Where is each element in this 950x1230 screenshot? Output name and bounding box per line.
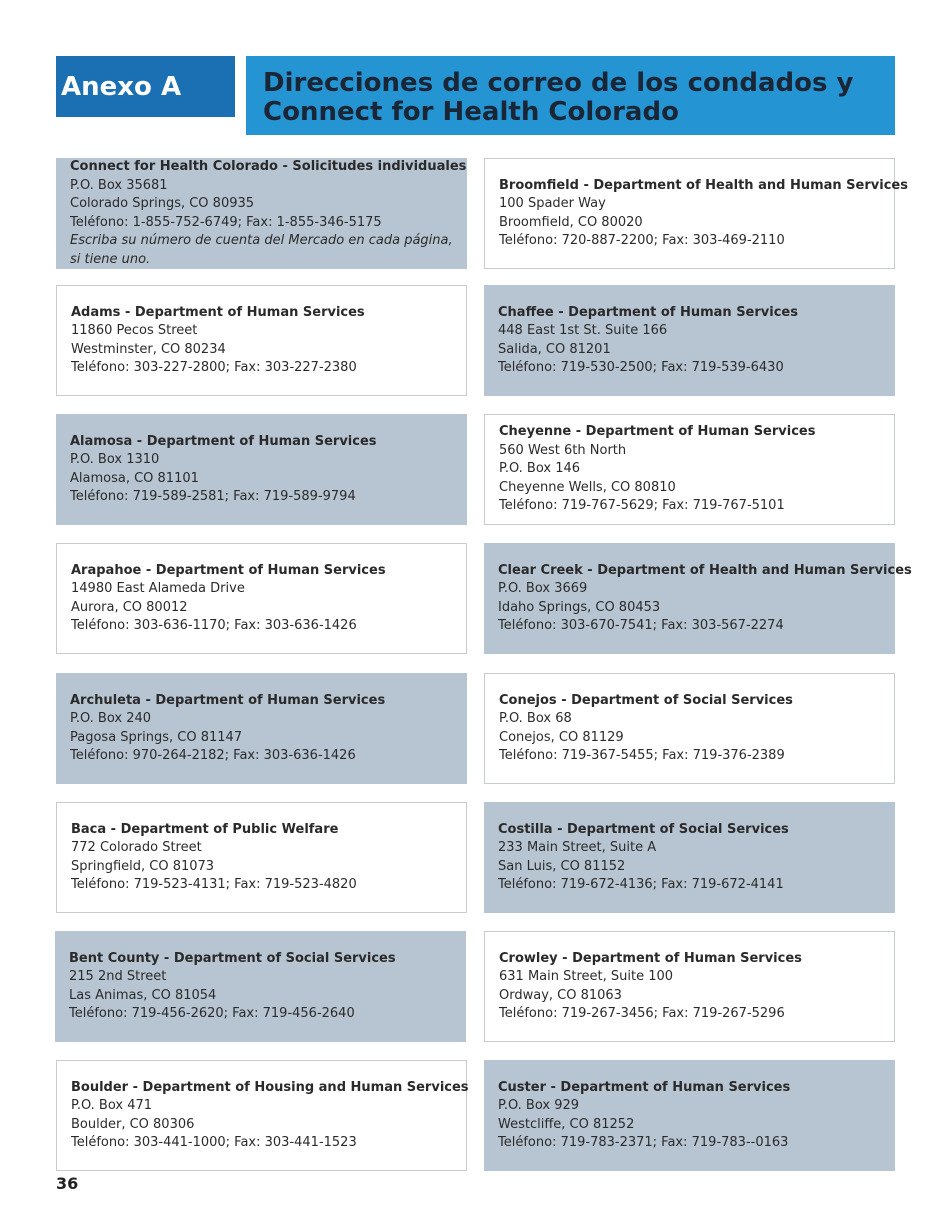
- agency-name: Conejos - Department of Social Services: [499, 692, 793, 708]
- address-card-costilla: [484, 802, 895, 913]
- address-card-connect-for-health: [56, 158, 467, 269]
- page-title-line-2: Connect for Health Colorado: [263, 97, 679, 127]
- agency-name: Broomfield - Department of Health and Human Services: [499, 177, 908, 193]
- agency-name: Archuleta - Department of Human Services: [70, 692, 386, 708]
- annex-label: Anexo A: [56, 56, 235, 117]
- address-card-archuleta: [56, 673, 467, 784]
- phone-fax-line: Teléfono: 719-367-5455; Fax: 719-376-2389: [499, 748, 785, 763]
- address-line: P.O. Box 3669: [498, 581, 588, 596]
- address-line: Pagosa Springs, CO 81147: [70, 729, 243, 745]
- account-number-note: Escriba su número de cuenta del Mercado en cada página, si tiene uno.: [70, 233, 453, 267]
- address-line: San Luis, CO 81152: [498, 858, 626, 874]
- address-card-alamosa: [56, 414, 467, 525]
- phone-fax-line: Teléfono: 719-530-2500; Fax: 719-539-6430: [498, 360, 784, 375]
- address-line: 233 Main Street, Suite A: [498, 840, 657, 855]
- address-card-adams: [56, 285, 467, 396]
- address-line: P.O. Box 929: [498, 1098, 580, 1113]
- address-line: P.O. Box 240: [70, 711, 152, 726]
- address-card-cheyenne: [484, 414, 895, 525]
- address-line: Broomfield, CO 80020: [499, 214, 643, 230]
- address-card-arapahoe: [56, 543, 467, 654]
- address-line: Conejos, CO 81129: [499, 729, 624, 745]
- address-line: 448 East 1st St. Suite 166: [498, 323, 668, 338]
- agency-name: Custer - Department of Human Services: [498, 1079, 791, 1095]
- address-line: 631 Main Street, Suite 100: [499, 969, 674, 984]
- address-line: Colorado Springs, CO 80935: [70, 196, 255, 211]
- address-card-bent-county: [55, 931, 466, 1042]
- address-line: Boulder, CO 80306: [71, 1116, 195, 1132]
- address-line: Ordway, CO 81063: [499, 987, 622, 1003]
- address-line: P.O. Box 1310: [70, 452, 160, 467]
- address-line: P.O. Box 68: [499, 711, 572, 726]
- phone-fax-line: Teléfono: 719-783-2371; Fax: 719-783--0163: [498, 1135, 789, 1150]
- address-line: Salida, CO 81201: [498, 341, 611, 357]
- address-line: Las Animas, CO 81054: [69, 987, 217, 1003]
- phone-fax-line: Teléfono: 720-887-2200; Fax: 303-469-2110: [499, 233, 785, 248]
- page-title: [246, 56, 895, 135]
- address-line: 215 2nd Street: [69, 969, 167, 984]
- address-line: Aurora, CO 80012: [71, 599, 188, 615]
- agency-name: Bent County - Department of Social Services: [69, 950, 396, 966]
- phone-fax-line: Teléfono: 970-264-2182; Fax: 303-636-1426: [70, 748, 356, 763]
- address-line: P.O. Box 471: [71, 1098, 153, 1113]
- phone-fax-line: Teléfono: 719-456-2620; Fax: 719-456-2640: [69, 1006, 355, 1021]
- address-line: P.O. Box 35681: [70, 177, 168, 193]
- agency-name: Boulder - Department of Housing and Human Services: [71, 1079, 469, 1095]
- agency-name: Connect for Health Colorado - Solicitudes individuales: [70, 159, 467, 174]
- address-card-crowley: [484, 931, 895, 1042]
- agency-name: Crowley - Department of Human Services: [499, 950, 802, 966]
- address-line: Springfield, CO 81073: [71, 858, 215, 874]
- phone-fax-line: Teléfono: 303-227-2800; Fax: 303-227-2380: [71, 360, 357, 375]
- phone-fax-line: Teléfono: 719-672-4136; Fax: 719-672-4141: [498, 877, 784, 892]
- address-card-custer: [484, 1060, 895, 1171]
- address-line: Alamosa, CO 81101: [70, 470, 199, 486]
- address-line: Cheyenne Wells, CO 80810: [499, 479, 676, 495]
- address-card-boulder: [56, 1060, 467, 1171]
- agency-name: Cheyenne - Department of Human Services: [499, 424, 816, 440]
- address-line: 560 West 6th North: [499, 442, 627, 458]
- address-line: 772 Colorado Street: [71, 840, 202, 855]
- address-card-baca: [56, 802, 467, 913]
- address-line: P.O. Box 146: [499, 461, 581, 477]
- agency-name: Adams - Department of Human Services: [71, 304, 365, 320]
- address-line: 100 Spader Way: [499, 196, 606, 211]
- address-line: 14980 East Alameda Drive: [71, 581, 245, 596]
- address-card-clear-creek: [484, 543, 912, 654]
- address-line: Westcliffe, CO 81252: [498, 1116, 635, 1132]
- agency-name: Arapahoe - Department of Human Services: [71, 562, 386, 578]
- phone-fax-line: Teléfono: 719-523-4131; Fax: 719-523-4820: [71, 877, 357, 892]
- phone-fax-line: Teléfono: 719-589-2581; Fax: 719-589-9794: [70, 489, 356, 504]
- phone-fax-line: Teléfono: 719-267-3456; Fax: 719-267-5296: [499, 1006, 785, 1021]
- agency-name: Alamosa - Department of Human Services: [70, 433, 377, 449]
- agency-name: Chaffee - Department of Human Services: [498, 304, 798, 320]
- address-card-chaffee: [484, 285, 895, 396]
- agency-name: Clear Creek - Department of Health and Human Services: [498, 562, 912, 578]
- page-number: 36: [56, 1174, 79, 1193]
- agency-name: Baca - Department of Public Welfare: [71, 821, 339, 837]
- agency-name: Costilla - Department of Social Services: [498, 821, 789, 837]
- page-title-line-1: Direcciones de correo de los condados y: [263, 68, 854, 98]
- address-line: Westminster, CO 80234: [71, 341, 226, 357]
- address-line: 11860 Pecos Street: [71, 323, 198, 338]
- address-card-conejos: [484, 673, 895, 784]
- address-line: Idaho Springs, CO 80453: [498, 599, 661, 615]
- phone-fax-line: Teléfono: 303-636-1170; Fax: 303-636-1426: [71, 618, 357, 633]
- phone-fax-line: Teléfono: 303-441-1000; Fax: 303-441-1523: [71, 1135, 357, 1150]
- phone-fax-line: Teléfono: 1-855-752-6749; Fax: 1-855-346-5175: [70, 214, 382, 230]
- address-card-broomfield: [484, 158, 908, 269]
- phone-fax-line: Teléfono: 719-767-5629; Fax: 719-767-5101: [499, 498, 785, 514]
- phone-fax-line: Teléfono: 303-670-7541; Fax: 303-567-2274: [498, 618, 784, 633]
